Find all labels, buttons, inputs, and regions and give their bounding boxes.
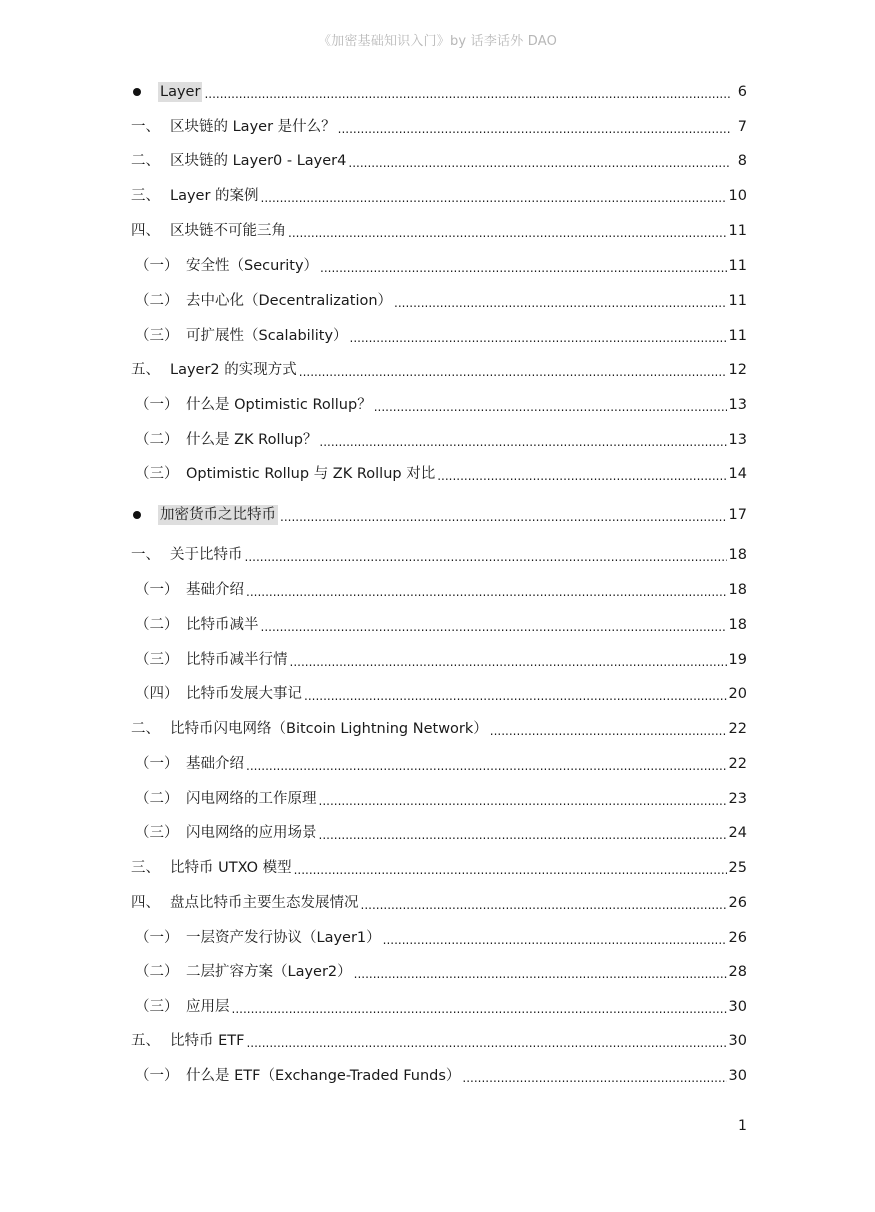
- toc-entry[interactable]: [131, 1062, 747, 1086]
- toc-entry-number: （一）: [135, 582, 179, 598]
- toc-entry-title: 比特币 ETF: [170, 1033, 245, 1049]
- toc-entry-title: 闪电网络的应用场景: [186, 825, 317, 841]
- toc-entry-page: 8: [737, 153, 747, 169]
- toc-entry-page: 13: [728, 397, 747, 413]
- toc-entry-page: 6: [737, 84, 747, 100]
- page-header: 《加密基础知识入门》by 话李话外 DAO: [317, 34, 558, 49]
- toc-entry[interactable]: [131, 426, 747, 450]
- toc-entry-title: 基础介绍: [186, 582, 244, 598]
- toc-entry-title: 什么是 ETF（Exchange-Traded Funds）: [186, 1068, 461, 1084]
- dot-leader: [304, 684, 727, 704]
- dot-leader: [383, 928, 727, 948]
- dot-leader: [348, 151, 731, 171]
- dot-leader: [319, 823, 727, 843]
- toc-entry-title: Optimistic Rollup 与 ZK Rollup 对比: [186, 466, 436, 482]
- toc-entry-number: 四、: [131, 223, 160, 239]
- toc-entry[interactable]: [131, 460, 747, 484]
- toc-entry[interactable]: [131, 322, 747, 346]
- toc-entry[interactable]: [131, 576, 747, 600]
- toc-entry[interactable]: [131, 646, 747, 670]
- dot-leader: [280, 505, 727, 525]
- toc-entry-page: 11: [728, 328, 747, 344]
- dot-leader: [288, 221, 727, 241]
- toc-entry[interactable]: [131, 611, 747, 635]
- toc-entry-number: 二、: [131, 721, 160, 737]
- toc-entry-number: 五、: [131, 1033, 160, 1049]
- toc-entry-page: 26: [728, 930, 747, 946]
- toc-entry-title: 什么是 Optimistic Rollup？: [186, 397, 372, 413]
- toc-entry[interactable]: [131, 1027, 747, 1051]
- toc-entry-page: 18: [728, 582, 747, 598]
- toc-entry-title: 一层资产发行协议（Layer1）: [186, 930, 381, 946]
- toc-entry-page: 12: [728, 362, 747, 378]
- toc-entry-page: 18: [728, 617, 747, 633]
- toc-entry-page: 7: [737, 119, 747, 135]
- toc-entry[interactable]: [131, 958, 747, 982]
- toc-entry-number: （三）: [135, 999, 179, 1015]
- toc-entry-page: 14: [728, 466, 747, 482]
- toc-entry-page: 10: [728, 188, 747, 204]
- toc-entry-number: 四、: [131, 895, 160, 911]
- toc-entry[interactable]: [131, 217, 747, 241]
- toc-part-entry[interactable]: [131, 501, 747, 525]
- toc-entry[interactable]: [131, 715, 747, 739]
- dot-leader: [245, 545, 727, 565]
- dot-leader: [294, 858, 727, 878]
- toc-entry-title: 区块链的 Layer0 - Layer4: [170, 153, 347, 169]
- toc-entry[interactable]: [131, 391, 747, 415]
- toc-entry-number: （三）: [135, 825, 179, 841]
- dot-leader: [204, 82, 731, 102]
- dot-leader: [338, 117, 731, 137]
- toc-entry[interactable]: [131, 147, 747, 171]
- dot-leader: [246, 580, 727, 600]
- toc-entry-page: 20: [728, 686, 747, 702]
- toc-entry-title: 比特币 UTXO 模型: [170, 860, 292, 876]
- toc-entry-number: （三）: [135, 466, 179, 482]
- toc-entry-title: 比特币减半: [186, 617, 259, 633]
- toc-entry-title: 应用层: [186, 999, 230, 1015]
- toc-entry-title: Layer2 的实现方式: [170, 362, 297, 378]
- toc-entry-page: 30: [728, 999, 747, 1015]
- toc-entry-number: （一）: [135, 258, 179, 274]
- toc-entry-title: 基础介绍: [186, 756, 244, 772]
- dot-leader: [261, 615, 727, 635]
- toc-entry-number: （一）: [135, 1068, 179, 1084]
- dot-leader: [374, 395, 727, 415]
- toc-entry-page: 11: [728, 258, 747, 274]
- toc-entry-page: 23: [728, 791, 747, 807]
- toc-entry-number: （二）: [135, 432, 179, 448]
- toc-entry[interactable]: [131, 541, 747, 565]
- page-number: 1: [738, 1118, 747, 1134]
- toc-entry[interactable]: [131, 889, 747, 913]
- toc-entry-page: 30: [728, 1068, 747, 1084]
- toc-entry[interactable]: [131, 182, 747, 206]
- toc-entry-page: 11: [728, 223, 747, 239]
- toc-entry-number: （一）: [135, 930, 179, 946]
- toc-entry-title: 区块链不可能三角: [170, 223, 286, 239]
- toc-entry-title: 比特币闪电网络（Bitcoin Lightning Network）: [170, 721, 488, 737]
- toc-entry-page: 30: [728, 1033, 747, 1049]
- dot-leader: [320, 256, 727, 276]
- toc-entry[interactable]: [131, 252, 747, 276]
- toc-entry-number: （二）: [135, 791, 179, 807]
- toc-entry[interactable]: [131, 750, 747, 774]
- dot-leader: [462, 1066, 726, 1086]
- toc-entry[interactable]: [131, 785, 747, 809]
- toc-entry-number: （一）: [135, 397, 179, 413]
- toc-entry-title: 安全性（Security）: [186, 258, 319, 274]
- toc-entry-number: （二）: [135, 964, 179, 980]
- toc-entry-number: （一）: [135, 756, 179, 772]
- dot-leader: [319, 789, 727, 809]
- toc-entry-title: Layer: [160, 84, 201, 100]
- toc-entry-number: （二）: [135, 617, 179, 633]
- dot-leader: [261, 186, 727, 206]
- toc-entry-title: 关于比特币: [170, 547, 243, 563]
- toc-entry-title: 去中心化（Decentralization）: [186, 293, 393, 309]
- toc-entry[interactable]: [131, 993, 747, 1017]
- toc-entry-number: 一、: [131, 547, 160, 563]
- toc-entry-page: 25: [728, 860, 747, 876]
- toc-entry-title: Layer 的案例: [170, 188, 259, 204]
- toc-entry-title: 加密货币之比特币: [160, 507, 276, 523]
- bullet-dot: [133, 88, 141, 96]
- toc-entry-number: （三）: [135, 328, 179, 344]
- toc-entry-title: 比特币减半行情: [186, 652, 288, 668]
- dot-leader: [232, 997, 727, 1017]
- dot-leader: [490, 719, 727, 739]
- toc-entry-page: 18: [728, 547, 747, 563]
- toc-entry-title: 区块链的 Layer 是什么？: [170, 119, 336, 135]
- dot-leader: [350, 326, 727, 346]
- toc-entry[interactable]: [131, 356, 747, 380]
- toc-entry-page: 13: [728, 432, 747, 448]
- toc-part-entry[interactable]: [131, 78, 747, 102]
- toc-entry[interactable]: [131, 854, 747, 878]
- toc-entry-number: 三、: [131, 188, 160, 204]
- toc-entry-number: （四）: [135, 686, 179, 702]
- toc-entry-page: 22: [728, 756, 747, 772]
- toc-entry-page: 17: [728, 507, 747, 523]
- toc-entry-number: 五、: [131, 362, 160, 378]
- dot-leader: [299, 360, 727, 380]
- toc-entry-page: 28: [728, 964, 747, 980]
- toc-entry-title: 二层扩容方案（Layer2）: [186, 964, 352, 980]
- toc-entry[interactable]: [131, 680, 747, 704]
- toc-entry[interactable]: [131, 113, 747, 137]
- dot-leader: [290, 650, 727, 670]
- toc-entry-page: 19: [728, 652, 747, 668]
- dot-leader: [246, 1031, 726, 1051]
- toc-entry-title: 什么是 ZK Rollup？: [186, 432, 318, 448]
- toc-entry-number: 一、: [131, 119, 160, 135]
- dot-leader: [319, 430, 726, 450]
- dot-leader: [246, 754, 727, 774]
- toc-entry-page: 26: [728, 895, 747, 911]
- dot-leader: [354, 962, 727, 982]
- dot-leader: [361, 893, 727, 913]
- toc-entry-page: 11: [728, 293, 747, 309]
- toc-entry-page: 24: [728, 825, 747, 841]
- toc-entry-page: 22: [728, 721, 747, 737]
- toc-entry[interactable]: [131, 819, 747, 843]
- toc-entry-title: 比特币发展大事记: [186, 686, 302, 702]
- toc-entry-title: 可扩展性（Scalability）: [186, 328, 348, 344]
- toc-entry-title: 闪电网络的工作原理: [186, 791, 317, 807]
- toc-entry-number: 三、: [131, 860, 160, 876]
- dot-leader: [437, 464, 726, 484]
- bullet-dot: [133, 511, 141, 519]
- toc-entry-title: 盘点比特币主要生态发展情况: [170, 895, 359, 911]
- toc-entry-number: （二）: [135, 293, 179, 309]
- dot-leader: [394, 291, 727, 311]
- toc-entry[interactable]: [131, 287, 747, 311]
- toc-entry-number: （三）: [135, 652, 179, 668]
- toc-entry-number: 二、: [131, 153, 160, 169]
- toc-entry[interactable]: [131, 924, 747, 948]
